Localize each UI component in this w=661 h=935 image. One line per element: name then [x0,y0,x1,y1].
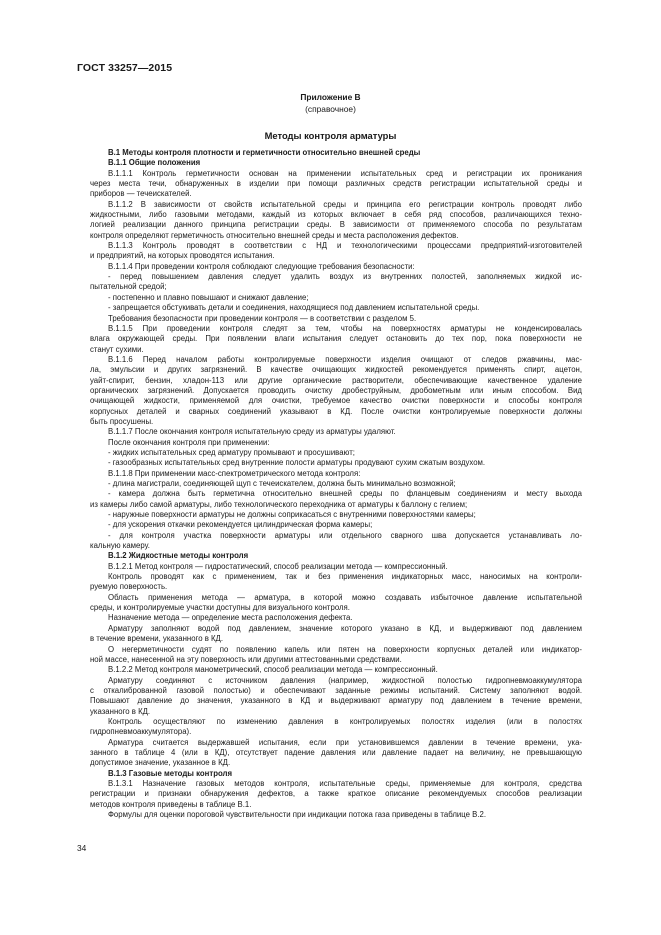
text-line: и предприятий, на которых проводятся испытания. [90,251,275,261]
text-line: в течение времени, указанного в КД. [90,634,223,644]
text-line: ла, эмульсии и других загрязнений. В качестве очищающих жидкостей рекомендуется применять спирт, ацетон, [90,365,582,375]
text-line: Формулы для оценки пороговой чувствительности при индикации потока газа приведены в таблице В.2. [108,810,486,819]
text-line: В.1.1.7 После окончания контроля испытательную среду из арматуры удаляют. [108,427,396,437]
text-line: В.1.1.1 Контроль герметичности основан на применении испытательных сред и регистрации их проникания [108,168,582,178]
text-line: В.1.2.1 Метод контроля — гидростатический, способ реализации метода — компрессионный. [108,561,448,571]
text-line: - камера должна быть герметична относительно внешней среды по фланцевым соединениям и месту выхода [108,489,582,499]
text-line: руемую поверхность. [90,582,168,592]
text-line: В.1 Методы контроля плотности и герметичности относительно внешней среды [108,148,421,157]
text-line: среды, и контролируемые участки доступны для визуального контроля. [90,603,350,613]
text-line: логией реализации данного принципа регистрации среды. В зависимости от применяемого способа по результатам [90,220,582,230]
text-line: Арматура считается выдержавшей испытания, если при установившемся давлении в течение времени, ука- [108,737,582,747]
text-line: - для ускорения откачки рекомендуется цилиндрическая форма камеры; [108,520,373,530]
annex-title: Приложение В [300,92,361,102]
text-line: через места течи, обнаруженных в изделии при помощи различных средств регистрации испытательной среды и [90,179,582,189]
page-number: 34 [77,843,87,853]
text-line: - для контроля участка поверхности арматуры или отдельного сварного шва допускается устанавливать ло- [108,530,582,540]
text-line: После окончания контроля при применении: [108,437,270,447]
text-line: методов контроля приведены в таблице В.1. [90,799,252,809]
document-header: ГОСТ 33257—2015 [77,62,173,74]
text-line: В.1.1.4 При проведении контроля соблюдают следующие требования безопасности: [108,261,415,271]
text-line: Повышают давление до значения, указанного в КД и выдерживают арматуру под давлением в течение времени, [90,696,582,706]
text-line: В.1.1 Общие положения [108,158,201,168]
text-line: - наружные поверхности арматуры не должны соприкасаться с внутренними поверхностями камеры; [108,510,476,520]
text-line: очищающей жидкости, применяемой для очистки, требуемое качество очистки поверхности и способы контроля [90,396,582,406]
text-line: из камеры либо самой арматуры, либо технологического переходника от арматуры к баллону с гелием; [90,499,468,509]
text-line: - жидких испытательных сред арматуру промывают и просушивают; [108,447,355,457]
text-line: с откалиброванной газовой полостью) и обеспечивают заданные режимы испытаний. Систему заполняют водой. [90,685,582,695]
text-line: Контроль проводят как с применением, так и без применения индикаторных масс, наносимых на контроли- [108,572,582,582]
text-line: контроля определяют герметичность относительно внешней среды и места расположения дефектов. [90,230,459,240]
text-line: - постепенно и плавно повышают и снижают давление; [108,292,309,302]
text-line: Требования безопасности при проведении контроля — в соответствии с разделом 5. [108,313,417,323]
text-line: станут сухими. [90,344,144,354]
document-body [90,148,582,820]
text-line: гидропневмоаккумулятора). [90,727,192,737]
text-line: кальную камеру. [90,541,150,551]
text-line: корпусных деталей и сварных соединений указывают в КД. После очистки контролируемые поверхности должны [90,406,582,416]
text-line: О негерметичности судят по появлению капель или пятен на поверхности корпусных деталей или индикатор- [108,644,582,654]
text-line: В.1.2 Жидкостные методы контроля [108,551,249,561]
text-line: - перед повышением давления следует удалить воздух из внутренних полостей, заполняемых жидкой ис- [108,272,582,282]
text-line: уайт-спирит, бензин, хладон-113 или другие органические растворители, обеспечивающие качественное удаление [90,375,582,385]
text-line: В.1.3 Газовые методы контроля [108,768,233,778]
text-line: Арматуру заполняют водой под давлением, значение которого указано в КД, и выдерживают под давлением [108,623,582,633]
annex-subtitle: (справочное) [305,104,356,114]
text-line: В.1.1.5 При проведении контроля следят за тем, чтобы на поверхностях арматуры не конденсировалась [108,323,582,333]
text-line: органических загрязнений. Допускается проводить очистку дробеструйным, дробометным или иным способом. Вид [90,385,582,395]
text-line: приборов — течеискателей. [90,189,192,199]
text-line: - длина магистрали, соединяющей щуп с течеискателем, должна быть минимально возможной; [108,479,456,488]
text-line: жидкостными, либо газовыми методами, каждый из которых включает в себя ряд способов, различающихся техно- [90,210,582,220]
text-line: влага окружающей среды. При появлении влаги испытания следует остановить до тех пор, пока поверхности не [90,334,582,344]
text-line: В.1.1.6 Перед началом работы контролируемые поверхности изделия очищают от следов ржавчины, мас- [108,354,582,364]
text-line: регистрации и признаки обнаружения дефектов, а также краткое описание рекомендуемых способов реализации [90,789,582,799]
section-title: Методы контроля арматуры [264,130,397,141]
text-line: В.1.3.1 Назначение газовых методов контроля, испытательные среды, применяемые для контроля, средства [108,778,582,788]
text-line: В.1.1.2 В зависимости от свойств испытательной среды и принципа его регистрации контроль проводят либо [108,199,582,209]
text-line: указанного в КД. [90,706,151,716]
text-line: Область применения метода — арматура, в которой можно создавать избыточное давление испытательной [108,592,582,602]
text-line: В.1.2.2 Метод контроля манометрический, способ реализации метода — компрессионный. [108,665,438,675]
text-line: быть просушены. [90,416,154,426]
text-line: Назначение метода — определение места расположения дефекта. [108,613,353,623]
text-line: - запрещается обстукивать детали и соединения, находящиеся под давлением испытательной среды. [108,303,480,313]
text-line: В.1.1.8 При применении масс-спектрометрического метода контроля: [108,468,361,478]
text-line: занного в таблице 4 (или в КД), отсутствует падение давления или давление падает на величину, не превышающую [90,747,582,757]
text-line: допустимое значение, указанное в КД. [90,758,231,768]
text-line: - газообразных испытательных сред внутренние полости арматуры продувают сухим сжатым воздухом. [108,458,486,468]
text-line: Контроль осуществляют по изменению давления в контролируемых полостях изделия (или в полостях [108,716,582,726]
text-line: В.1.1.3 Контроль проводят в соответствии с НД и технологическими процессами предприятий-изготовителей [108,241,582,251]
text-line: пытательной средой; [90,282,167,292]
text-line: ной массе, нанесенной на эту поверхность или другими аттестованными средствами. [90,654,402,664]
text-line: Арматуру соединяют с источником давления (например, жидкостной полостью гидропневмоаккумулятора [108,675,582,685]
